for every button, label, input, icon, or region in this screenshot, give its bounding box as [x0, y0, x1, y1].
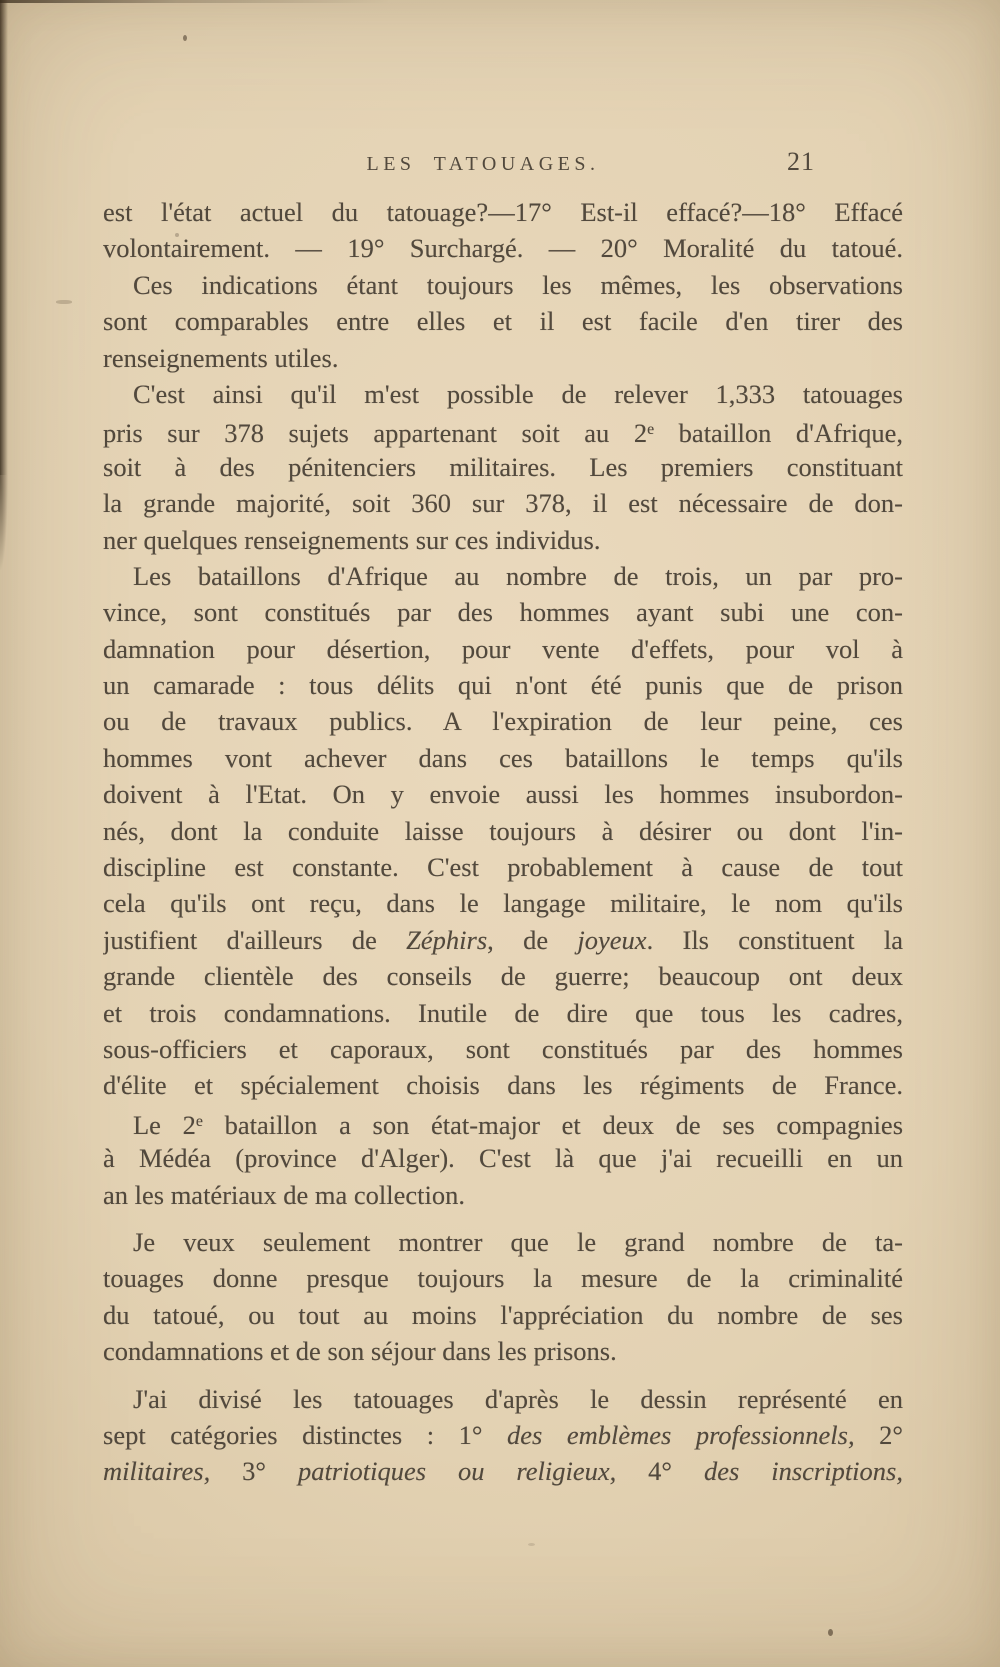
text-line: C'est ainsi qu'il m'est possible de relever 1,333 tatouages: [133, 378, 903, 409]
text-line: condamnations et de son séjour dans les prisons.: [103, 1336, 617, 1367]
page-number: 21: [787, 147, 815, 176]
text-line: an les matériaux de ma collection.: [103, 1179, 466, 1210]
text-line: vince, sont constitués par des hommes ayant subi une con-: [103, 597, 903, 628]
text-line: et trois condamnations. Inutile de dire que tous les cadres,: [103, 997, 903, 1028]
paper-speck: [828, 1629, 833, 1636]
paper-speck: [175, 233, 179, 237]
text-line: un camarade : tous délits qui n'ont été punis que de prison: [103, 670, 903, 701]
text-line: cela qu'ils ont reçu, dans le langage militaire, le nom qu'ils: [103, 888, 903, 919]
text-line: d'élite et spécialement choisis dans les régiments de France.: [103, 1070, 903, 1101]
text-line: militaires, 3° patriotiques ou religieux, 4° des inscriptions,: [103, 1456, 903, 1487]
paper-speck: [528, 1543, 535, 1546]
text-line: Je veux seulement montrer que le grand nombre de ta-: [133, 1226, 903, 1257]
text-line: ou de travaux publics. A l'expiration de leur peine, ces: [103, 706, 903, 737]
text-line: damnation pour désertion, pour vente d'effets, pour vol à: [103, 633, 903, 664]
page-gutter-shadow-fade: [0, 475, 8, 570]
text-line: nés, dont la conduite laisse toujours à désirer ou dont l'in-: [103, 815, 903, 846]
paper-speck: [56, 300, 72, 304]
text-line: J'ai divisé les tatouages d'après le dessin représenté en: [133, 1383, 903, 1414]
running-title: LES TATOUAGES.: [366, 153, 600, 175]
text-line: est l'état actuel du tatouage?—17° Est-il effacé?—18° Effacé: [103, 197, 903, 227]
text-line: ner quelques renseignements sur ces individus.: [103, 524, 601, 555]
text-line: volontairement. — 19° Surchargé. — 20° Moralité du tatoué.: [103, 233, 903, 264]
text-line: hommes vont achever dans ces bataillons le temps qu'ils: [103, 742, 903, 773]
text-line: la grande majorité, soit 360 sur 378, il est nécessaire de don-: [103, 488, 903, 519]
text-line: discipline est constante. C'est probablement à cause de tout: [103, 852, 903, 883]
text-line: sept catégories distinctes : 1° des emblèmes professionnels, 2°: [103, 1419, 903, 1450]
text-line: Le 2e bataillon a son état-major et deux de ses compagnies: [133, 1109, 903, 1140]
text-line: pris sur 378 sujets appartenant soit au 2e bataillon d'Afrique,: [103, 418, 903, 449]
text-line: renseignements utiles.: [103, 342, 339, 373]
page-top-edge-shadow: [0, 0, 390, 3]
text-line: du tatoué, ou tout au moins l'appréciation du nombre de ses: [103, 1299, 903, 1330]
text-line: Ces indications étant toujours les mêmes, les observations: [133, 269, 903, 300]
text-line: Les bataillons d'Afrique au nombre de trois, un par pro-: [133, 560, 903, 591]
text-line: à Médéa (province d'Alger). C'est là que j'ai recueilli en un: [103, 1143, 903, 1174]
text-line: grande clientèle des conseils de guerre; beaucoup ont deux: [103, 961, 903, 992]
text-line: justifient d'ailleurs de Zéphirs, de joyeux. Ils constituent la: [103, 924, 903, 955]
text-line: soit à des pénitenciers militaires. Les premiers constituant: [103, 451, 903, 482]
text-line: doivent à l'Etat. On y envoie aussi les hommes insubordon-: [103, 779, 903, 810]
page-gutter-shadow: [0, 0, 8, 475]
paper-speck: [183, 35, 187, 41]
text-line: sous-officiers et caporaux, sont constitués par des hommes: [103, 1033, 903, 1064]
text-block: [103, 194, 903, 1490]
text-line: touages donne presque toujours la mesure de la criminalité: [103, 1263, 903, 1294]
text-line: sont comparables entre elles et il est facile d'en tirer des: [103, 306, 903, 337]
